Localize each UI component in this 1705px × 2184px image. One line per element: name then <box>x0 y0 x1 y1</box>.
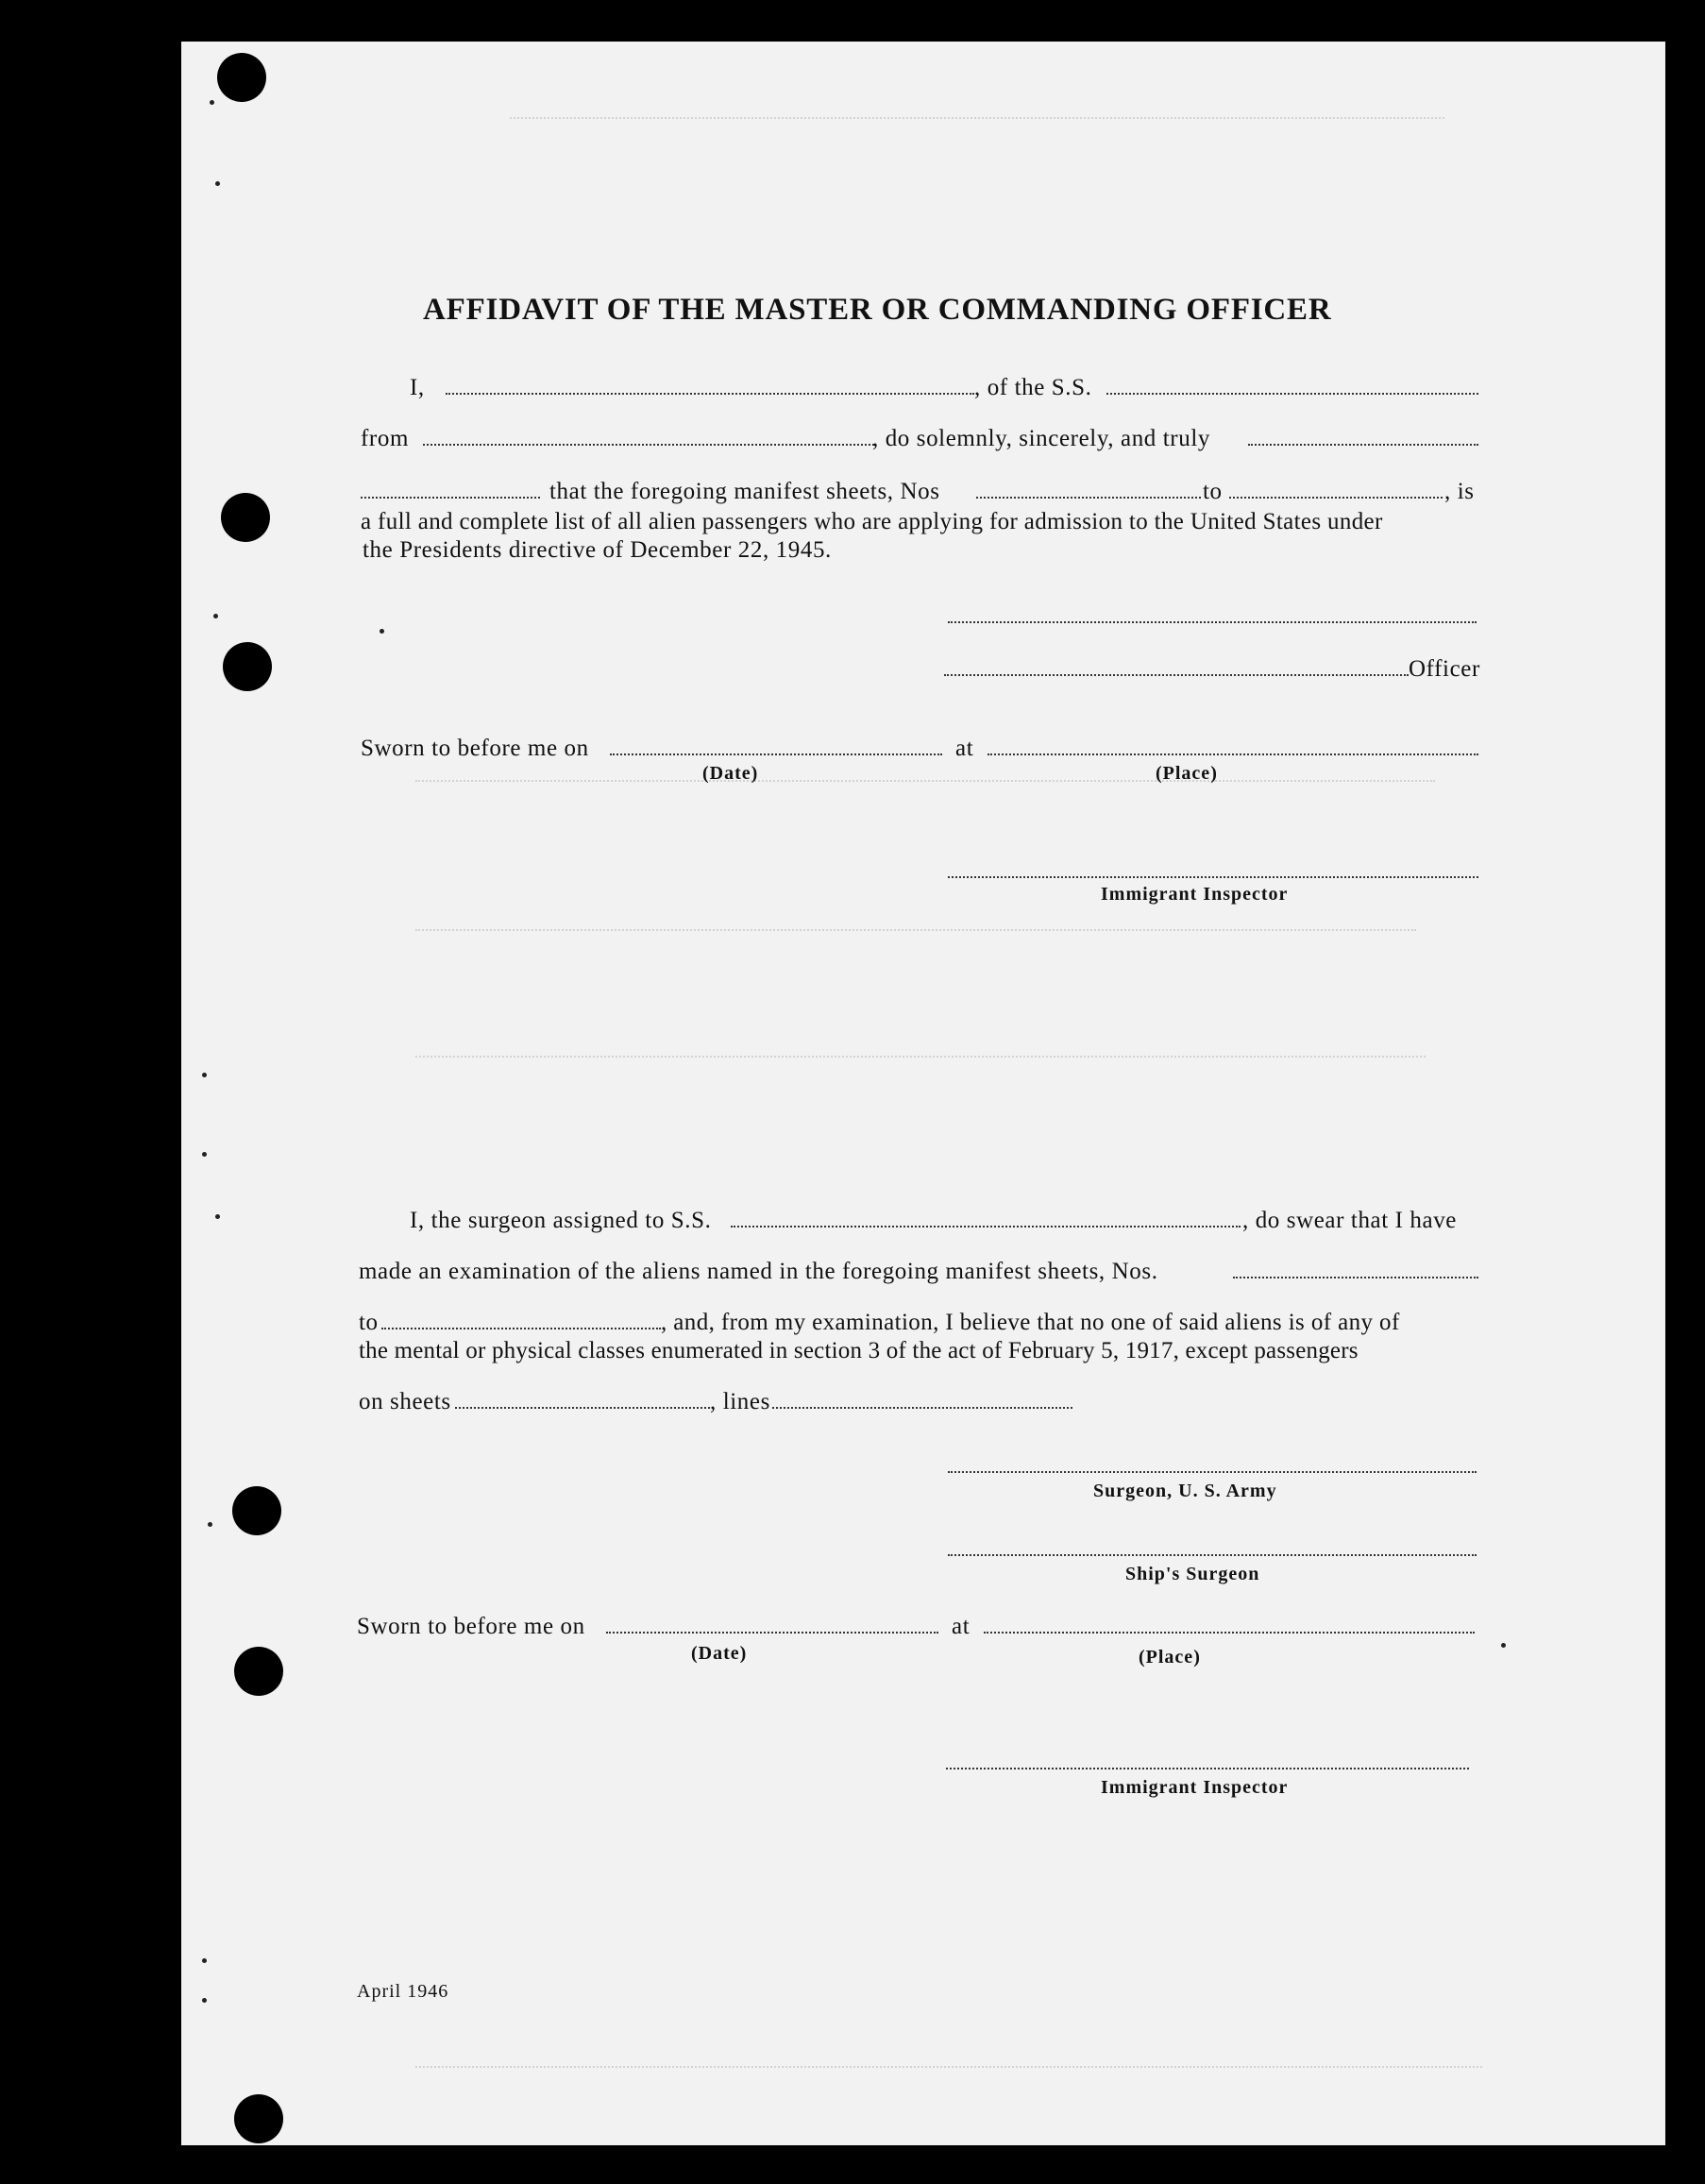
surgeon-line5-lines: , lines <box>710 1389 770 1414</box>
speck <box>202 1152 207 1157</box>
master-place-caption: (Place) <box>1156 763 1218 784</box>
from-port-field[interactable] <box>423 444 874 446</box>
form-title: AFFIDAVIT OF THE MASTER OR COMMANDING OFFICER <box>423 293 1332 327</box>
surgeon-line2: made an examination of the aliens named in the foregoing manifest sheets, Nos. <box>359 1259 1158 1284</box>
speck <box>208 1522 212 1527</box>
oath-word-field[interactable] <box>1248 444 1478 446</box>
surgeon-line3-rest: , and, from my examination, I believe that no one of said aliens is of any of <box>661 1310 1400 1335</box>
form-page <box>181 42 1665 2145</box>
bleed-through-line <box>415 780 1435 782</box>
surgeon-inspector-signature-line[interactable] <box>946 1768 1469 1769</box>
surgeon-sworn-place-field[interactable] <box>984 1632 1475 1634</box>
speck <box>202 1958 207 1963</box>
master-line5: the Presidents directive of December 22, 1945. <box>363 537 832 563</box>
master-line3-to: to <box>1203 479 1223 504</box>
master-date-caption: (Date) <box>702 763 759 784</box>
master-inspector-signature-line[interactable] <box>948 876 1478 878</box>
army-surgeon-caption: Surgeon, U. S. Army <box>1093 1481 1277 1501</box>
punch-hole <box>217 53 266 102</box>
officer-name-line[interactable] <box>944 674 1409 676</box>
surgeon-ship-field[interactable] <box>731 1226 1241 1227</box>
oath-word-field-2[interactable] <box>361 497 540 499</box>
speck <box>1501 1643 1506 1648</box>
master-name-field[interactable] <box>446 393 974 395</box>
punch-hole <box>221 493 270 542</box>
ships-surgeon-signature-line[interactable] <box>948 1554 1477 1556</box>
surgeon-sworn-label: Sworn to before me on <box>357 1614 585 1639</box>
surgeon-sworn-date-field[interactable] <box>606 1632 938 1634</box>
speck <box>215 181 220 186</box>
surgeon-line3-to: to <box>359 1310 379 1335</box>
punch-hole <box>232 1486 281 1535</box>
surgeon-line5-sheets: on sheets <box>359 1389 451 1414</box>
speck <box>210 100 214 105</box>
surgeon-inspector-caption: Immigrant Inspector <box>1101 1777 1289 1798</box>
manifest-to-field[interactable] <box>1229 497 1443 499</box>
master-line1-ss: , of the S.S. <box>974 375 1092 400</box>
punch-hole <box>234 1647 283 1696</box>
surgeon-sworn-at: at <box>952 1614 971 1639</box>
surgeon-line4: the mental or physical classes enumerated in section 3 of the act of February 5, 1917, except passengers <box>359 1338 1359 1363</box>
bleed-through-line <box>415 1056 1426 1058</box>
officer-signature-line[interactable] <box>948 621 1477 623</box>
master-line2-from: from <box>361 426 409 451</box>
master-sworn-place-field[interactable] <box>988 753 1478 755</box>
master-line3-is: , is <box>1444 479 1475 504</box>
bleed-through-line <box>510 117 1444 119</box>
surgeon-line1-swear: , do swear that I have <box>1242 1208 1458 1233</box>
army-surgeon-signature-line[interactable] <box>948 1471 1477 1473</box>
master-sworn-label: Sworn to before me on <box>361 736 589 761</box>
punch-hole <box>223 642 272 691</box>
speck <box>215 1214 220 1219</box>
form-revision-date: April 1946 <box>357 1981 449 2002</box>
officer-label: Officer <box>1409 656 1480 682</box>
exception-lines-field[interactable] <box>772 1407 1072 1409</box>
surgeon-sheets-from-field[interactable] <box>1233 1277 1478 1278</box>
exception-sheets-field[interactable] <box>455 1407 710 1409</box>
bleed-through-line <box>415 2066 1482 2068</box>
surgeon-date-caption: (Date) <box>691 1643 748 1664</box>
master-line4: a full and complete list of all alien passengers who are applying for admission to the United States under <box>361 509 1383 534</box>
surgeon-sheets-to-field[interactable] <box>381 1328 661 1329</box>
speck <box>202 1073 207 1077</box>
master-sworn-at: at <box>955 736 974 761</box>
surgeon-place-caption: (Place) <box>1139 1647 1201 1668</box>
speck <box>202 1998 207 2003</box>
speck <box>213 614 218 618</box>
ships-surgeon-caption: Ship's Surgeon <box>1125 1564 1260 1584</box>
bleed-through-line <box>415 929 1416 931</box>
manifest-from-field[interactable] <box>976 497 1201 499</box>
speck <box>380 629 384 634</box>
ship-name-field[interactable] <box>1106 393 1478 395</box>
master-line2-solemnly: , do solemnly, sincerely, and truly <box>872 426 1210 451</box>
punch-hole <box>234 2094 283 2143</box>
master-line1-start: I, <box>410 375 425 400</box>
master-sworn-date-field[interactable] <box>610 753 942 755</box>
surgeon-line1-start: I, the surgeon assigned to S.S. <box>410 1208 712 1233</box>
master-inspector-caption: Immigrant Inspector <box>1101 884 1289 905</box>
master-line3-sheets: that the foregoing manifest sheets, Nos <box>549 479 940 504</box>
